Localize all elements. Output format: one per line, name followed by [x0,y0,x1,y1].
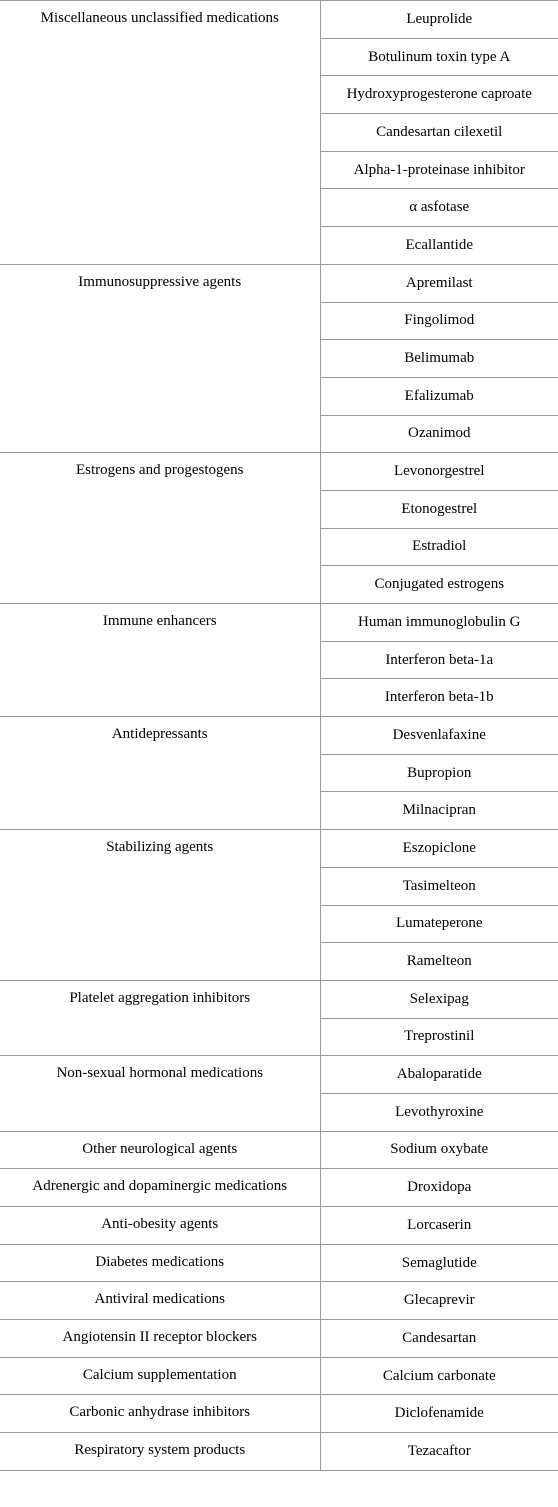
table-row [0,717,558,755]
category-cell: Non-sexual hormonal medications [0,1056,320,1131]
medication-cell: Alpha-1-proteinase inhibitor [320,151,558,189]
medication-cell: Ramelteon [320,943,558,981]
medication-cell: Fingolimod [320,302,558,340]
medication-cell: Ecallantide [320,227,558,265]
category-cell: Antidepressants [0,717,320,830]
table-row [0,1433,558,1471]
table-row [0,980,558,1018]
medication-cell: Conjugated estrogens [320,566,558,604]
table-row [0,1320,558,1358]
medication-cell: Diclofenamide [320,1395,558,1433]
category-cell: Stabilizing agents [0,830,320,981]
category-cell: Miscellaneous unclassified medications [0,1,320,265]
medication-cell: Eszopiclone [320,830,558,868]
medication-cell: Lumateperone [320,905,558,943]
category-cell: Respiratory system products [0,1433,320,1471]
category-cell: Other neurological agents [0,1131,320,1169]
table-row [0,830,558,868]
table-row [0,1207,558,1245]
medication-cell: Milnacipran [320,792,558,830]
table-row [0,1244,558,1282]
table-row [0,1282,558,1320]
medication-cell: Bupropion [320,754,558,792]
medication-cell: Hydroxyprogesterone caproate [320,76,558,114]
category-cell: Antiviral medications [0,1282,320,1320]
category-cell: Estrogens and progestogens [0,453,320,604]
category-cell: Immune enhancers [0,604,320,717]
medication-cell: Lorcaserin [320,1207,558,1245]
medication-cell: Interferon beta-1b [320,679,558,717]
medication-cell: Belimumab [320,340,558,378]
medication-cell: Levothyroxine [320,1093,558,1131]
medication-cell: Sodium oxybate [320,1131,558,1169]
medication-cell: Desvenlafaxine [320,717,558,755]
medication-cell: Candesartan cilexetil [320,114,558,152]
category-cell: Carbonic anhydrase inhibitors [0,1395,320,1433]
table-row [0,1131,558,1169]
medication-cell: Droxidopa [320,1169,558,1207]
table-row [0,264,558,302]
medication-cell: Glecaprevir [320,1282,558,1320]
medication-cell: Tasimelteon [320,867,558,905]
medication-cell: Selexipag [320,980,558,1018]
table-row [0,1169,558,1207]
medication-cell: Estradiol [320,528,558,566]
medication-cell: Abaloparatide [320,1056,558,1094]
table-row [0,453,558,491]
medication-cell: Ozanimod [320,415,558,453]
category-cell: Anti-obesity agents [0,1207,320,1245]
table-row [0,604,558,642]
medication-cell: Calcium carbonate [320,1357,558,1395]
medication-cell: Tezacaftor [320,1433,558,1471]
medication-cell: α asfotase [320,189,558,227]
medication-cell: Interferon beta-1a [320,641,558,679]
medication-cell: Semaglutide [320,1244,558,1282]
medication-cell: Human immunoglobulin G [320,604,558,642]
medication-cell: Etonogestrel [320,490,558,528]
category-cell: Calcium supplementation [0,1357,320,1395]
medication-cell: Treprostinil [320,1018,558,1056]
medication-cell: Apremilast [320,264,558,302]
medication-cell: Leuprolide [320,1,558,39]
category-cell: Angiotensin II receptor blockers [0,1320,320,1358]
category-cell: Immunosuppressive agents [0,264,320,452]
category-cell: Diabetes medications [0,1244,320,1282]
medication-cell: Botulinum toxin type A [320,38,558,76]
category-cell: Platelet aggregation inhibitors [0,980,320,1055]
table-row [0,1056,558,1094]
table-row [0,1,558,39]
category-cell: Adrenergic and dopaminergic medications [0,1169,320,1207]
table-row [0,1395,558,1433]
table-body [0,1,558,1471]
medication-cell: Candesartan [320,1320,558,1358]
table-row [0,1357,558,1395]
medication-cell: Levonorgestrel [320,453,558,491]
medication-cell: Efalizumab [320,377,558,415]
